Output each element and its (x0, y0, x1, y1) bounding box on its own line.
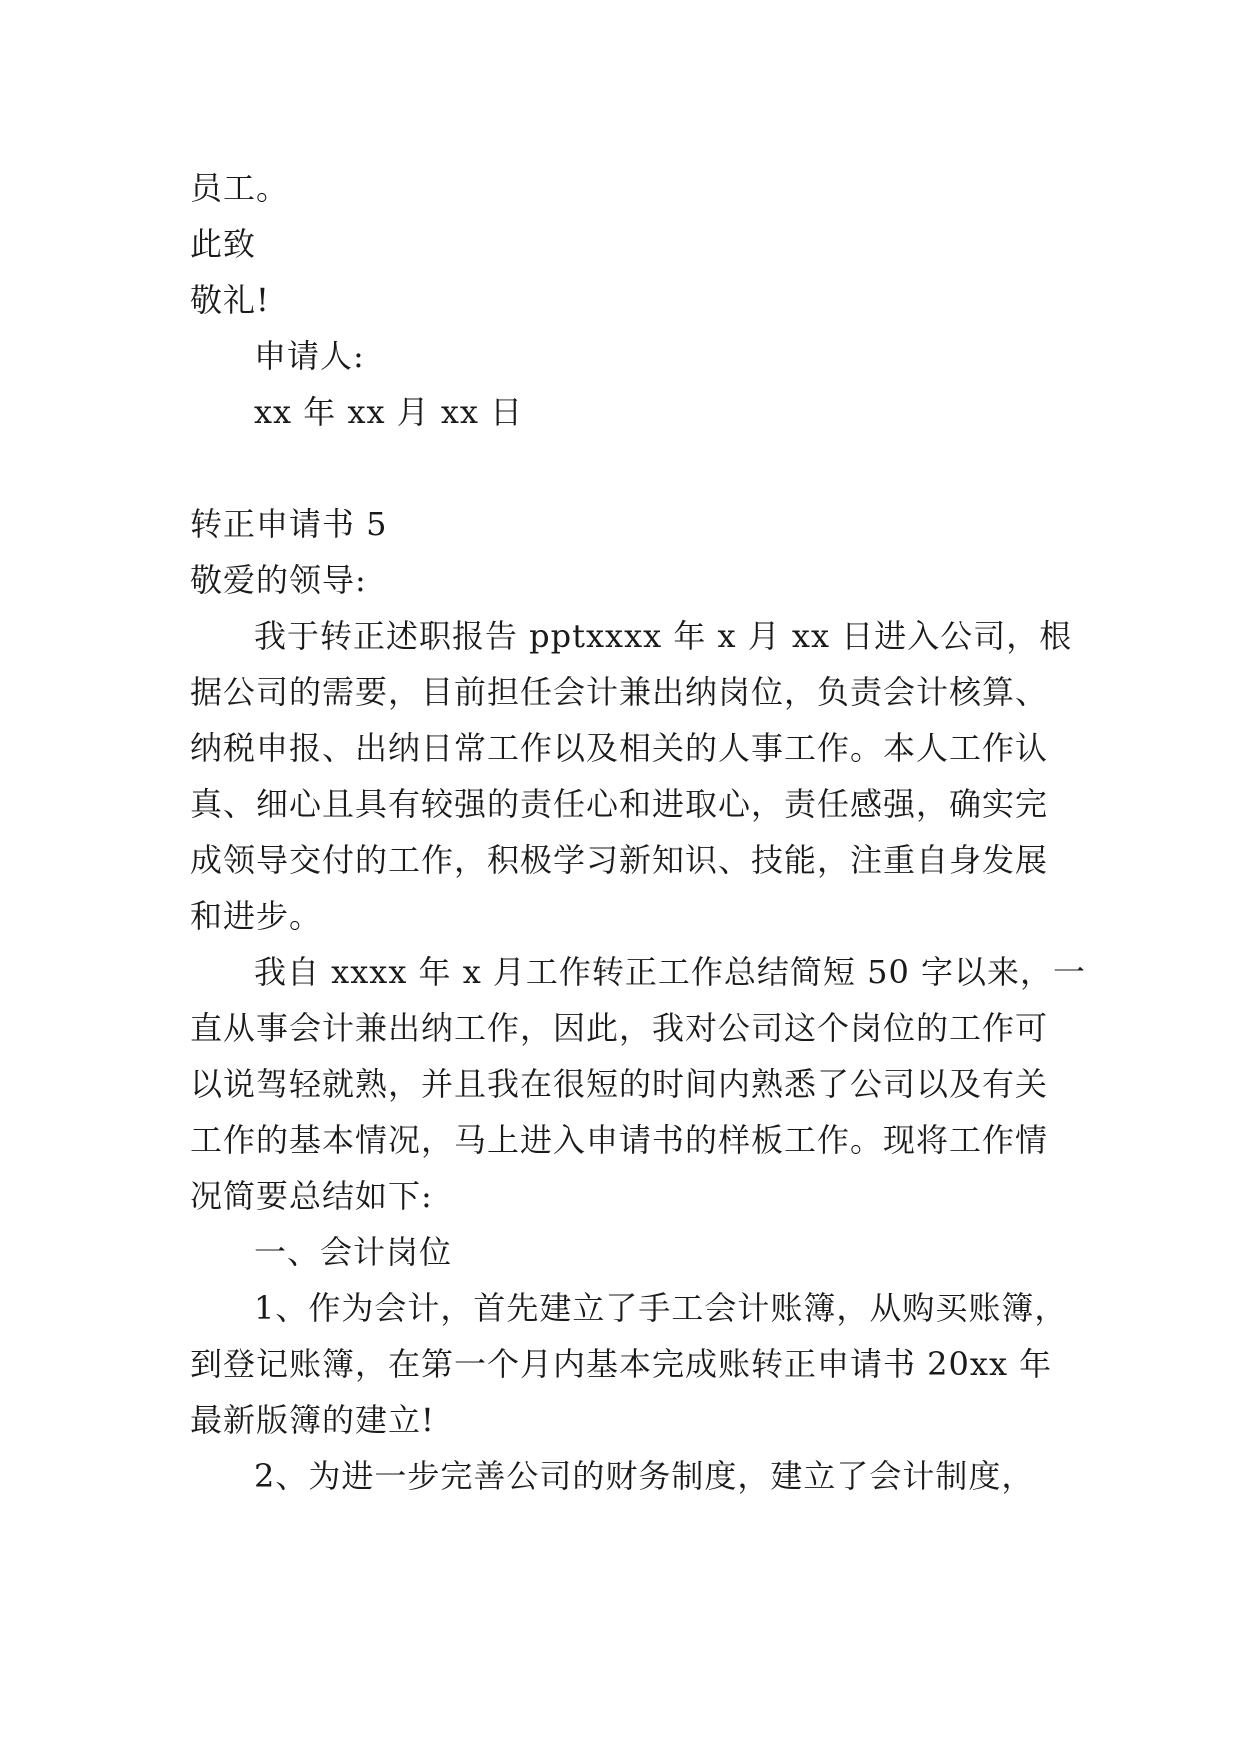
closing-jingli: 敬礼! (190, 281, 270, 319)
salutation: 敬爱的领导: (190, 561, 367, 599)
para2-line: 以说驾轻就熟，并且我在很短的时间内熟悉了公司以及有关 (190, 1065, 1049, 1103)
para1-line: 和进步。 (190, 897, 323, 935)
item1-line: 到登记账簿，在第一个月内基本完成账转正申请书 20xx 年 (190, 1345, 1053, 1383)
section-heading: 一、会计岗位 (254, 1233, 453, 1271)
para2-line: 我自 xxxx 年 x 月工作转正工作总结简短 50 字以来，一 (254, 953, 1086, 991)
para2-line: 直从事会计兼出纳工作，因此，我对公司这个岗位的工作可 (190, 1009, 1049, 1047)
date-line: xx 年 xx 月 xx 日 (254, 393, 524, 431)
closing-zhizhi: 此致 (190, 225, 257, 263)
para2-line: 工作的基本情况，马上进入申请书的样板工作。现将工作情 (190, 1121, 1049, 1159)
para1-line: 成领导交付的工作，积极学习新知识、技能，注重自身发展 (190, 841, 1049, 879)
para2-line: 况简要总结如下: (190, 1177, 433, 1215)
item1-line: 1、作为会计，首先建立了手工会计账簿，从购买账簿， (254, 1289, 1068, 1327)
para1-line: 我于转正述职报告 pptxxxx 年 x 月 xx 日进入公司，根 (254, 617, 1073, 655)
applicant-label: 申请人: (254, 337, 365, 375)
para1-line: 真、细心且具有较强的责任心和进取心，责任感强，确实完 (190, 785, 1049, 823)
item2-line: 2、为进一步完善公司的财务制度，建立了会计制度， (254, 1457, 1035, 1495)
para1-line: 纳税申报、出纳日常工作以及相关的人事工作。本人工作认 (190, 729, 1049, 767)
section-title: 转正申请书 5 (190, 505, 388, 543)
item1-line: 最新版簿的建立! (190, 1401, 435, 1439)
closing-line: 员工。 (190, 169, 290, 207)
para1-line: 据公司的需要，目前担任会计兼出纳岗位，负责会计核算、 (190, 673, 1049, 711)
